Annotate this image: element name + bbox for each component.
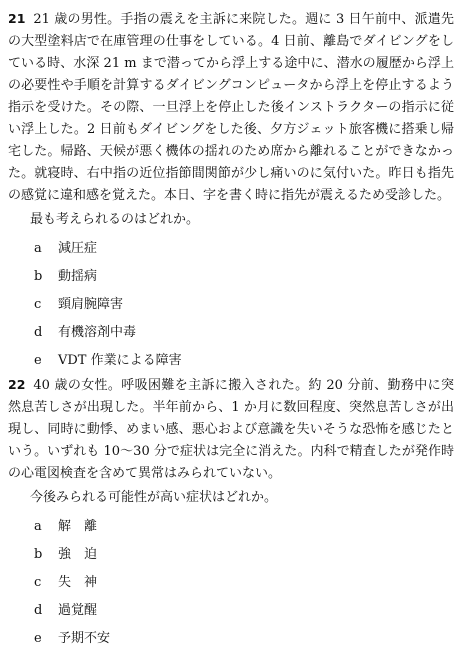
option-text: 動揺病	[58, 269, 98, 284]
question-number: 21	[8, 11, 26, 26]
option-d[interactable]	[8, 597, 454, 625]
option-text: 減圧症	[58, 241, 98, 256]
option-a[interactable]	[8, 235, 454, 263]
option-d[interactable]	[8, 319, 454, 347]
answer-options	[8, 513, 454, 653]
option-letter: b	[34, 269, 43, 284]
option-letter: d	[34, 603, 43, 618]
option-letter: c	[34, 575, 42, 590]
option-letter: a	[34, 519, 42, 534]
question-body: 21 歳の男性。手指の震えを主訴に来院した。週に 3 日午前中、派遣先の大型塗料店で在庫管理の仕事をしている。4 日前、離島でダイビングをしている時、水深 21 m まで潜ってから浮上する途中に、潜水の履歴から浮上の必要性や手順を計算するダイビングコンピュータから浮上を停止するよう指示を受けた。その際、一旦浮上を停止した後インストラクターの指示に従い浮上した。2 日前もダイビングをした後、夕方ジェット旅客機に搭乗し帰宅した。帰路、天候が悪く機体の揺れのため席から離れることができなかった。就寝時、右中指の近位指節間関節が少し痛いのに気付いた。昨日も指先の感覚に違和感を覚えた。本日、字を書く時に指先が震えるため受診した。	[8, 12, 454, 203]
option-c[interactable]	[8, 291, 454, 319]
question-stem: 今後みられる可能性が高い症状はどれか。	[30, 490, 278, 505]
answer-options	[8, 235, 454, 375]
option-c[interactable]	[8, 569, 454, 597]
question-body: 40 歳の女性。呼吸困難を主訴に搬入された。約 20 分前、勤務中に突然息苦しさが出現した。半年前から、1 か月に数回程度、突然息苦しさが出現し、同時に動悸、めまい感、悪心および意識を失いそうな恐怖を感じたという。いずれも 10〜30 分で症状は完全に消えた。内科で精査したが発作時の心電図検査を含めて異常はみられていない。	[8, 378, 454, 481]
option-letter: c	[34, 297, 42, 312]
question-number: 22	[8, 377, 26, 392]
option-text: 有機溶剤中毒	[58, 325, 137, 340]
option-b[interactable]	[8, 541, 454, 569]
option-text: 強 迫	[58, 547, 98, 562]
question-22	[8, 374, 454, 653]
question-stem: 最も考えられるのはどれか。	[30, 212, 200, 227]
option-text: 解 離	[58, 519, 98, 534]
question-text	[8, 8, 454, 207]
option-e[interactable]	[8, 625, 454, 653]
option-letter: e	[34, 353, 42, 368]
option-letter: b	[34, 547, 43, 562]
option-a[interactable]	[8, 513, 454, 541]
option-e[interactable]	[8, 347, 454, 375]
option-text: 予期不安	[58, 631, 111, 646]
option-letter: a	[34, 241, 42, 256]
option-letter: d	[34, 325, 43, 340]
option-text: 頸肩腕障害	[58, 297, 124, 312]
option-text: VDT 作業による障害	[58, 353, 182, 368]
option-letter: e	[34, 631, 42, 646]
question-21	[8, 8, 454, 375]
option-text: 過覚醒	[58, 603, 98, 618]
option-b[interactable]	[8, 263, 454, 291]
option-text: 失 神	[58, 575, 98, 590]
question-text	[8, 374, 454, 485]
